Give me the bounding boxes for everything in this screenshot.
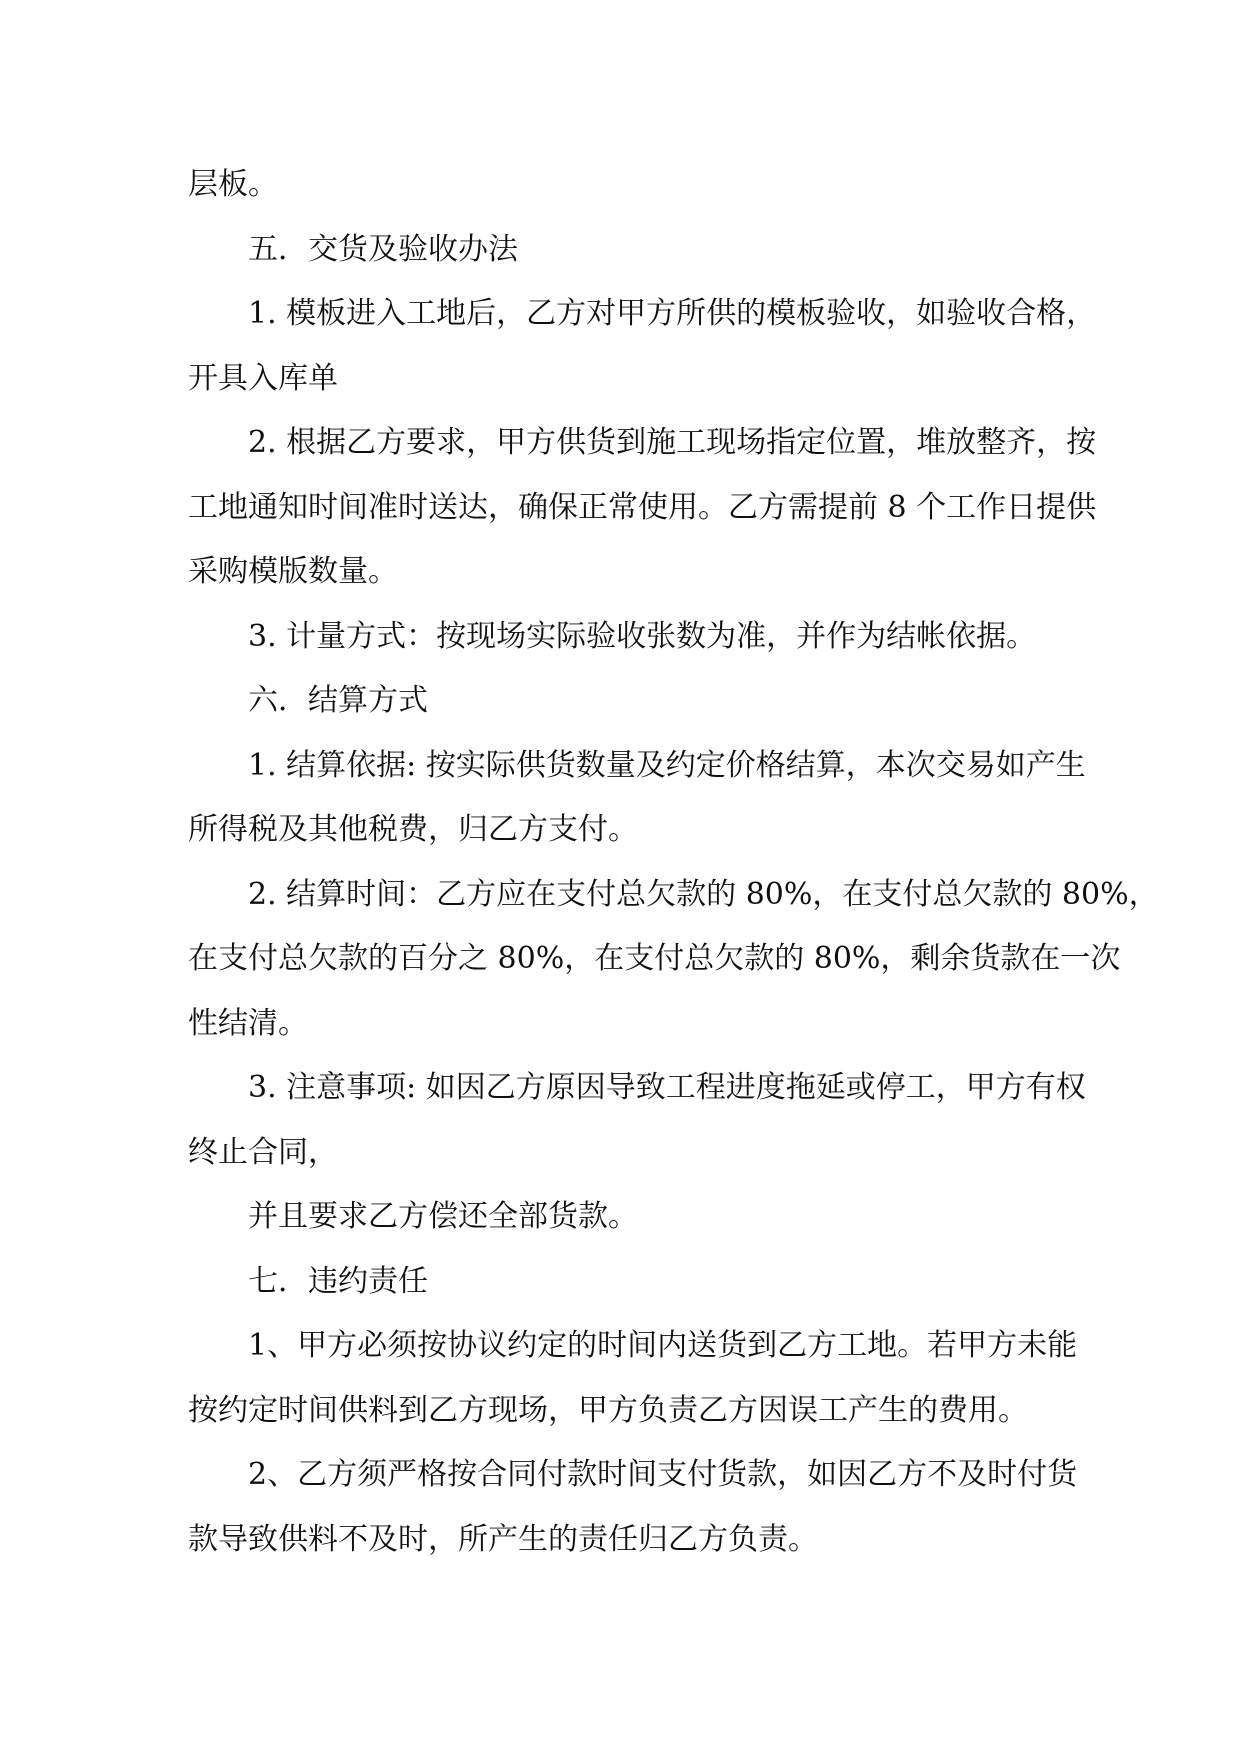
- paragraph-line: 开具入库单: [188, 360, 338, 396]
- paragraph-line: 3. 注意事项: 如因乙方原因导致工程进度拖延或停工，甲方有权: [248, 1070, 1086, 1105]
- section-heading-delivery: 五．交货及验收办法: [248, 231, 518, 267]
- paragraph-line: 工地通知时间准时送达，确保正常使用。乙方需提前 8 个工作日提供: [188, 489, 1097, 525]
- paragraph-line: 1. 模板进入工地后，乙方对甲方所供的模板验收，如验收合格，: [248, 296, 1097, 331]
- section-heading-settlement: 六．结算方式: [248, 683, 428, 718]
- paragraph-line: 款导致供料不及时，所产生的责任归乙方负责。: [188, 1521, 818, 1557]
- paragraph-line: 3. 计量方式：按现场实际验收张数为准，并作为结帐依据。: [248, 618, 1037, 654]
- paragraph-line: 所得税及其他税费，归乙方支付。: [188, 812, 638, 847]
- paragraph-line: 2、乙方须严格按合同付款时间支付货款，如因乙方不及时付货: [248, 1457, 1078, 1492]
- paragraph-line: 采购模版数量。: [188, 554, 398, 589]
- paragraph-line: 1、甲方必须按协议约定的时间内送货到乙方工地。若甲方未能: [248, 1328, 1078, 1363]
- paragraph-line: 2. 根据乙方要求，甲方供货到施工现场指定位置，堆放整齐，按: [248, 425, 1097, 460]
- paragraph-line: 1. 结算依据: 按实际供货数量及约定价格结算，本次交易如产生: [248, 747, 1086, 783]
- paragraph-line: 性结清。: [188, 1005, 308, 1041]
- paragraph-continuation: 层板。: [188, 167, 278, 202]
- document-body: [188, 153, 1159, 1572]
- paragraph-line: 在支付总欠款的百分之 80%，在支付总欠款的 80%，剩余货款在一次: [188, 941, 1121, 976]
- paragraph-line: 2. 结算时间：乙方应在支付总欠款的 80%，在支付总欠款的 80%，: [248, 876, 1159, 912]
- paragraph-line: 终止合同，: [188, 1134, 338, 1170]
- section-heading-liability: 七．违约责任: [248, 1263, 428, 1299]
- paragraph-line: 并且要求乙方偿还全部货款。: [248, 1199, 638, 1234]
- paragraph-line: 按约定时间供料到乙方现场，甲方负责乙方因误工产生的费用。: [188, 1392, 1028, 1428]
